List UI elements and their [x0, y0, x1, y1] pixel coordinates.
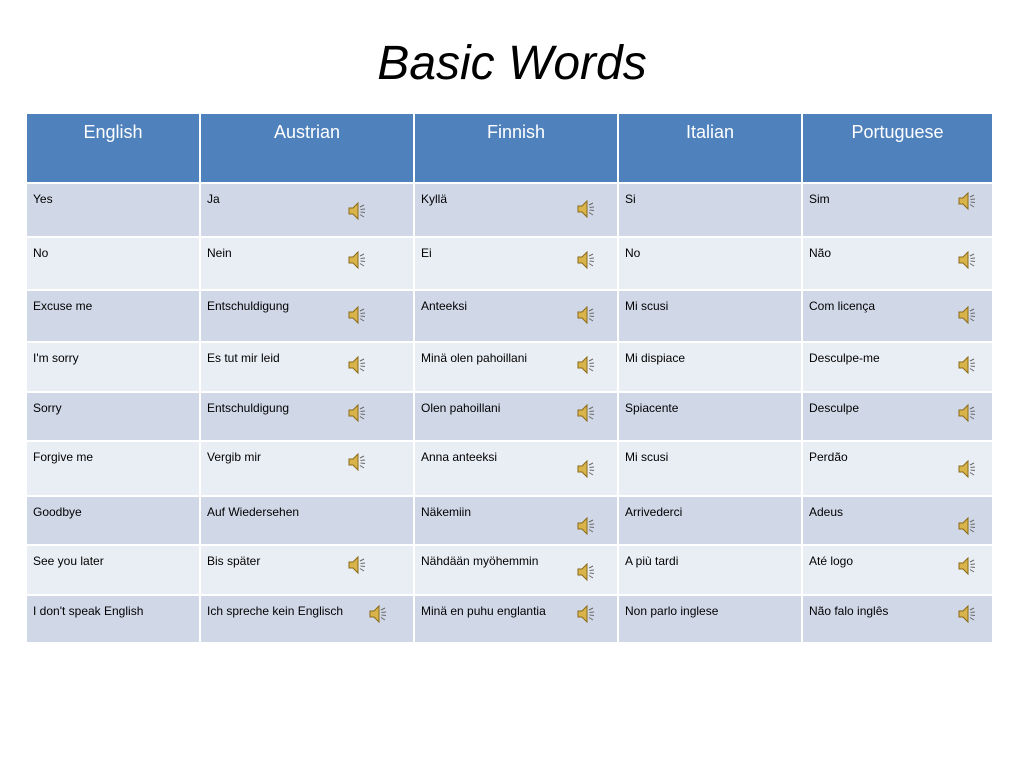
cell-english	[26, 441, 200, 496]
cell-text: Não	[809, 246, 832, 260]
cell-italian	[618, 237, 802, 290]
speaker-icon[interactable]	[957, 603, 979, 625]
speaker-icon[interactable]	[576, 198, 598, 220]
slide-title: Basic Words	[377, 37, 647, 90]
cell-text: Bis später	[207, 554, 261, 568]
cell-austrian	[200, 237, 414, 290]
cell-text: Arrivederci	[625, 505, 683, 519]
cell-text: No	[625, 246, 641, 260]
speaker-icon[interactable]	[576, 603, 598, 625]
cell-italian	[618, 441, 802, 496]
cell-text: Até logo	[809, 554, 854, 568]
column-header-italian: Italian	[618, 113, 802, 183]
cell-text: Goodbye	[33, 505, 82, 519]
cell-text: Kyllä	[421, 192, 448, 206]
cell-austrian	[200, 183, 414, 237]
cell-finnish	[414, 595, 618, 643]
cell-finnish	[414, 545, 618, 595]
speaker-icon[interactable]	[368, 603, 390, 625]
cell-text: Spiacente	[625, 401, 679, 415]
cell-finnish	[414, 496, 618, 545]
cell-italian	[618, 496, 802, 545]
cell-text: Yes	[33, 192, 53, 206]
cell-text: Com licença	[809, 299, 876, 313]
cell-austrian	[200, 290, 414, 342]
speaker-icon[interactable]	[347, 200, 369, 222]
cell-english	[26, 237, 200, 290]
cell-text: Ja	[207, 192, 220, 206]
cell-text: Mi scusi	[625, 450, 669, 464]
cell-text: Minä en puhu englantia	[421, 604, 546, 618]
cell-italian	[618, 545, 802, 595]
cell-english	[26, 545, 200, 595]
speaker-icon[interactable]	[576, 561, 598, 583]
cell-portuguese	[802, 496, 993, 545]
speaker-icon[interactable]	[576, 249, 598, 271]
cell-text: Não falo inglês	[809, 604, 889, 618]
cell-portuguese	[802, 392, 993, 441]
cell-finnish	[414, 290, 618, 342]
cell-text: I don't speak English	[33, 604, 144, 618]
column-header-finnish: Finnish	[414, 113, 618, 183]
table-row	[26, 441, 993, 496]
cell-text: Ei	[421, 246, 432, 260]
cell-portuguese	[802, 595, 993, 643]
cell-text: Näkemiin	[421, 505, 472, 519]
cell-austrian	[200, 342, 414, 392]
column-header-portuguese: Portuguese	[802, 113, 993, 183]
table-row	[26, 595, 993, 643]
cell-text: Si	[625, 192, 636, 206]
cell-text: Olen pahoillani	[421, 401, 501, 415]
cell-text: Vergib mir	[207, 450, 262, 464]
cell-italian	[618, 595, 802, 643]
speaker-icon[interactable]	[347, 304, 369, 326]
speaker-icon[interactable]	[347, 354, 369, 376]
table-row	[26, 237, 993, 290]
cell-italian	[618, 183, 802, 237]
table-row	[26, 545, 993, 595]
cell-portuguese	[802, 342, 993, 392]
cell-english	[26, 290, 200, 342]
cell-text: Anteeksi	[421, 299, 468, 313]
speaker-icon[interactable]	[957, 515, 979, 537]
cell-text: Anna anteeksi	[421, 450, 498, 464]
cell-italian	[618, 290, 802, 342]
cell-text: Mi dispiace	[625, 351, 686, 365]
cell-text: Mi scusi	[625, 299, 669, 313]
table-row	[26, 496, 993, 545]
cell-austrian	[200, 496, 414, 545]
cell-austrian	[200, 441, 414, 496]
speaker-icon[interactable]	[576, 515, 598, 537]
table-header-row	[26, 113, 993, 183]
cell-portuguese	[802, 183, 993, 237]
speaker-icon[interactable]	[957, 304, 979, 326]
basic-words-table	[25, 112, 994, 644]
speaker-icon[interactable]	[347, 451, 369, 473]
cell-austrian	[200, 595, 414, 643]
cell-text: Nähdään myöhemmin	[421, 554, 539, 568]
cell-portuguese	[802, 545, 993, 595]
column-header-austrian: Austrian	[200, 113, 414, 183]
cell-text: Sim	[809, 192, 830, 206]
speaker-icon[interactable]	[957, 354, 979, 376]
cell-text: No	[33, 246, 49, 260]
speaker-icon[interactable]	[347, 249, 369, 271]
cell-text: Perdão	[809, 450, 848, 464]
speaker-icon[interactable]	[576, 304, 598, 326]
cell-text: Sorry	[33, 401, 62, 415]
cell-english	[26, 392, 200, 441]
speaker-icon[interactable]	[957, 402, 979, 424]
cell-finnish	[414, 183, 618, 237]
cell-text: Nein	[207, 246, 232, 260]
speaker-icon[interactable]	[576, 458, 598, 480]
cell-text: Desculpe-me	[809, 351, 880, 365]
cell-portuguese	[802, 290, 993, 342]
cell-portuguese	[802, 441, 993, 496]
cell-text: Es tut mir leid	[207, 351, 280, 365]
cell-english	[26, 183, 200, 237]
cell-finnish	[414, 237, 618, 290]
cell-text: Minä olen pahoillani	[421, 351, 528, 365]
table-row	[26, 183, 993, 237]
cell-italian	[618, 342, 802, 392]
speaker-icon[interactable]	[347, 402, 369, 424]
cell-finnish	[414, 342, 618, 392]
cell-text: Desculpe	[809, 401, 860, 415]
speaker-icon[interactable]	[347, 554, 369, 576]
speaker-icon[interactable]	[957, 190, 979, 212]
cell-english	[26, 595, 200, 643]
speaker-icon[interactable]	[957, 555, 979, 577]
table-row	[26, 290, 993, 342]
cell-text: Entschuldigung	[207, 299, 290, 313]
cell-text: Ich spreche kein Englisch	[207, 604, 344, 618]
cell-english	[26, 496, 200, 545]
cell-english	[26, 342, 200, 392]
cell-text: I'm sorry	[33, 351, 79, 365]
cell-text: Forgive me	[33, 450, 94, 464]
table-row	[26, 392, 993, 441]
speaker-icon[interactable]	[957, 458, 979, 480]
cell-text: Excuse me	[33, 299, 93, 313]
cell-austrian	[200, 392, 414, 441]
column-header-english: English	[26, 113, 200, 183]
speaker-icon[interactable]	[576, 402, 598, 424]
cell-finnish	[414, 441, 618, 496]
table-row	[26, 342, 993, 392]
cell-text: Non parlo inglese	[625, 604, 719, 618]
cell-text: Adeus	[809, 505, 844, 519]
cell-finnish	[414, 392, 618, 441]
cell-text: Auf Wiedersehen	[207, 505, 300, 519]
cell-portuguese	[802, 237, 993, 290]
speaker-icon[interactable]	[957, 249, 979, 271]
cell-text: A più tardi	[625, 554, 679, 568]
cell-italian	[618, 392, 802, 441]
cell-text: See you later	[33, 554, 104, 568]
cell-text: Entschuldigung	[207, 401, 290, 415]
speaker-icon[interactable]	[576, 354, 598, 376]
cell-austrian	[200, 545, 414, 595]
